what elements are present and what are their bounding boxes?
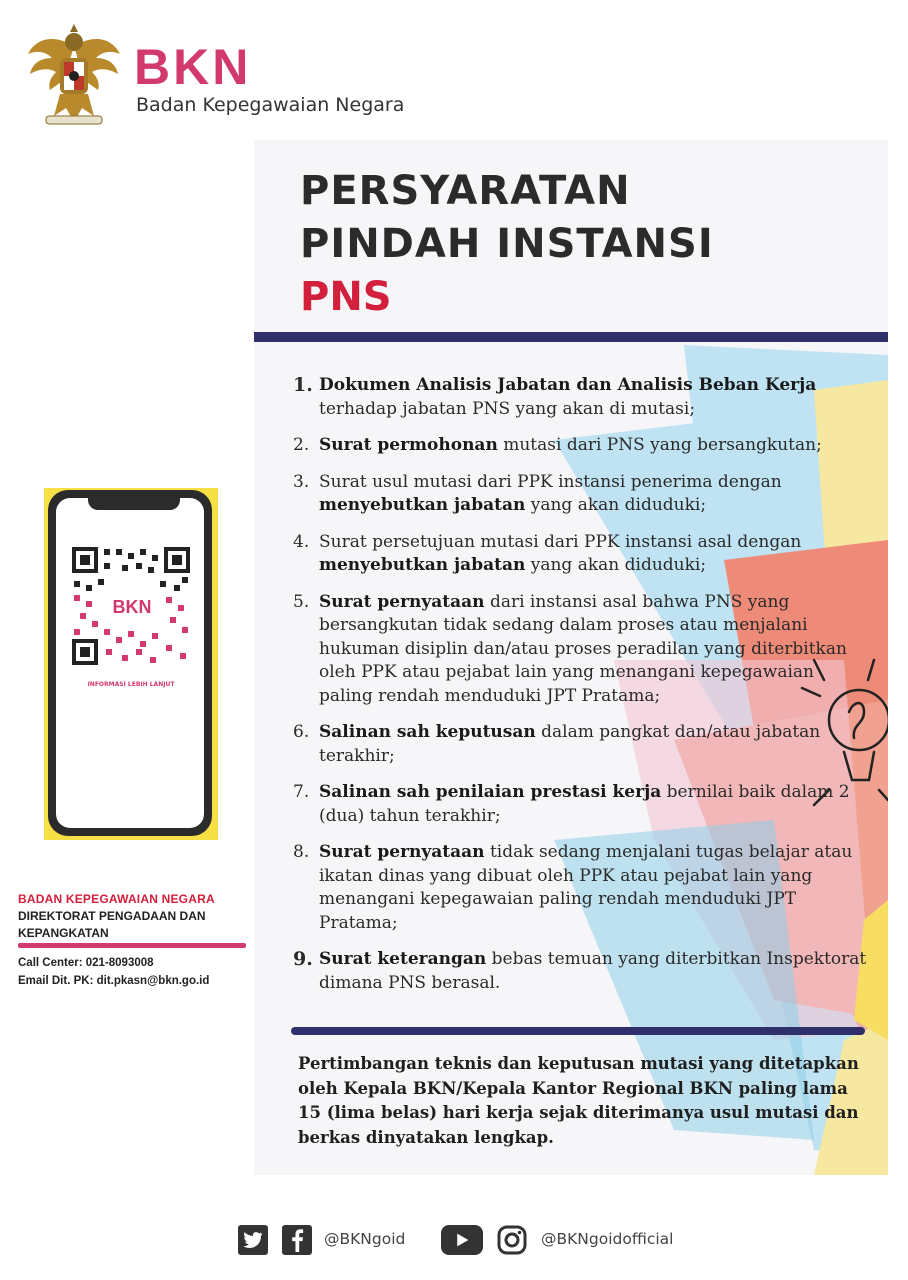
item-bold-text: Salinan sah penilaian prestasi kerja	[319, 782, 662, 802]
item-bold-text: Surat pernyataan	[319, 842, 485, 862]
qr-brand-text: BKN	[112, 597, 152, 617]
facebook-icon[interactable]	[282, 1225, 312, 1255]
brand-full-name: Badan Kepegawaian Negara	[136, 94, 405, 116]
poster-title-line-3: PNS	[300, 274, 392, 320]
contact-org: BADAN KEPEGAWAIAN NEGARA	[18, 892, 215, 906]
item-text: bernilai baik dalam 2 (dua) tahun terakhir;	[319, 782, 850, 826]
qr-code-icon[interactable]	[70, 545, 192, 667]
youtube-icon[interactable]	[441, 1225, 483, 1255]
item-number: 8.	[293, 842, 310, 862]
social-handle-1[interactable]: @BKNgoid	[324, 1230, 406, 1248]
divider-top	[254, 332, 888, 342]
contact-directorate-line-1: DIREKTORAT PENGADAAN DAN	[18, 909, 206, 923]
item-text: dari instansi asal bahwa PNS yang bersangkutan tidak sedang dalam proses atau menjalani hukuman disiplin dan/atau proses peradilan yang diterbitkan oleh PPK atau pejabat lain yang menangani kepegawaian paling rendah menduduki JPT Pratama;	[319, 591, 847, 706]
list-item	[293, 721, 873, 768]
qr-caption: INFORMASI LEBIH LANJUT	[87, 681, 175, 688]
item-number: 7.	[293, 782, 310, 802]
instagram-icon[interactable]	[497, 1225, 527, 1255]
list-item	[293, 434, 873, 458]
requirements-list	[293, 374, 873, 1008]
item-number: 2.	[293, 435, 310, 455]
item-text: bebas temuan yang diterbitkan Inspektorat dimana PNS berasal.	[319, 949, 867, 993]
item-bold-text: Salinan sah keputusan	[319, 722, 536, 742]
item-text: terhadap jabatan PNS yang akan di mutasi;	[319, 398, 696, 419]
list-item	[293, 948, 873, 995]
item-text: dalam pangkat dan/atau jabatan terakhir;	[319, 722, 821, 766]
item-bold-text: Dokumen Analisis Jabatan dan Analisis Beban Kerja	[319, 375, 817, 395]
list-item	[293, 591, 873, 709]
item-number: 6.	[293, 722, 310, 742]
item-bold-text: menyebutkan jabatan	[319, 555, 526, 575]
list-item	[293, 374, 873, 421]
item-number: 4.	[293, 531, 310, 552]
contact-divider	[18, 943, 246, 948]
call-center: Call Center: 021-8093008	[18, 957, 154, 969]
item-pre-text: Surat persetujuan mutasi dari PPK instansi asal dengan	[319, 531, 802, 552]
list-item	[293, 781, 873, 828]
list-item	[293, 471, 873, 518]
item-text: tidak sedang menjalani tugas belajar atau ikatan dinas yang dibuat oleh PPK atau pejabat lain yang menangani kepegawaian paling rendah menduduki JPT Pratama;	[319, 842, 853, 933]
item-number: 5.	[293, 591, 310, 612]
poster-title-line-2: PINDAH INSTANSI	[300, 221, 714, 267]
item-text: yang akan diduduki;	[525, 555, 707, 575]
item-pre-text: Surat usul mutasi dari PPK instansi penerima dengan	[319, 471, 782, 492]
phone-notch	[88, 490, 180, 510]
item-bold-text: Surat keterangan	[319, 949, 487, 969]
divider-bottom	[291, 1027, 865, 1035]
list-item	[293, 841, 873, 935]
brand-logo-text: BKN	[134, 39, 252, 95]
item-text: yang akan diduduki;	[525, 495, 707, 515]
item-number: 1.	[293, 374, 313, 396]
twitter-icon[interactable]	[238, 1225, 268, 1255]
poster-footnote: Pertimbangan teknis dan keputusan mutasi yang ditetapkan oleh Kepala BKN/Kepala Kantor Regional BKN paling lama 15 (lima belas) hari kerja sejak diterimanya usul mutasi dan berkas dinyatakan lengkap.	[298, 1054, 859, 1147]
item-number: 9.	[293, 948, 313, 970]
poster-title-line-1: PERSYARATAN	[300, 168, 631, 214]
list-item	[293, 531, 873, 578]
item-bold-text: Surat pernyataan	[319, 591, 485, 612]
contact-email[interactable]: Email Dit. PK: dit.pkasn@bkn.go.id	[18, 975, 210, 987]
social-handle-2[interactable]: @BKNgoidofficial	[541, 1230, 674, 1248]
item-bold-text: Surat permohonan	[319, 435, 498, 455]
garuda-emblem-icon	[24, 24, 124, 132]
item-number: 3.	[293, 471, 310, 492]
contact-directorate-line-2: KEPANGKATAN	[18, 926, 109, 940]
item-text: mutasi dari PNS yang bersangkutan;	[497, 435, 822, 455]
item-bold-text: menyebutkan jabatan	[319, 495, 526, 515]
